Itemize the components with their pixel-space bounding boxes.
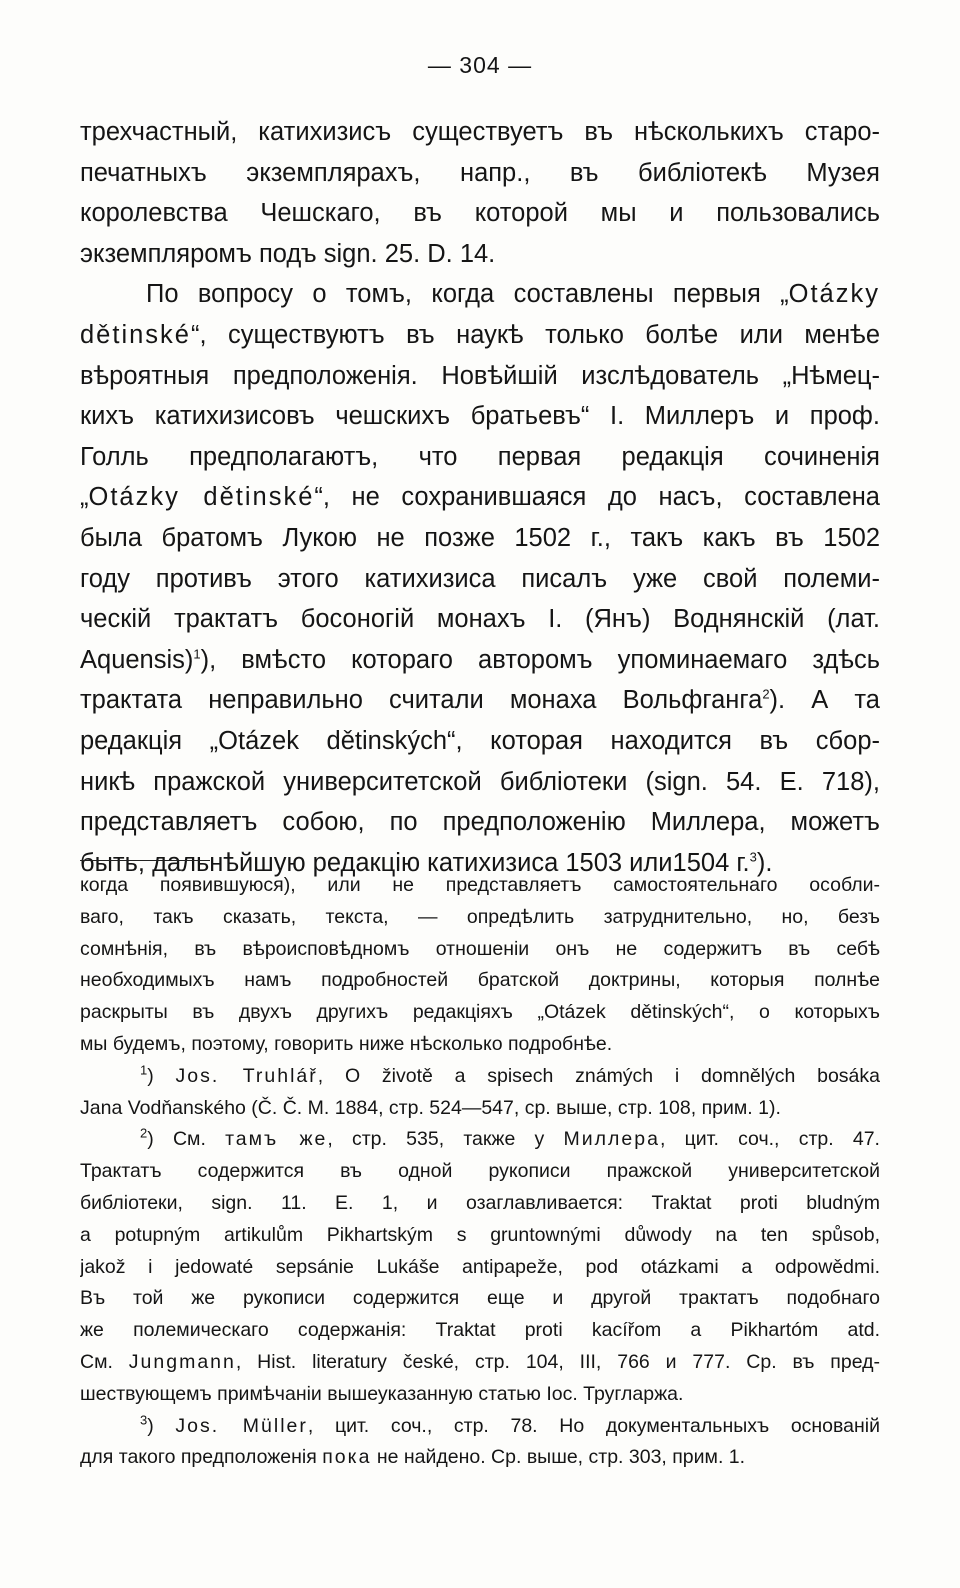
text-line: году противъ этого катихизиса писалъ уже свой полеми- <box>80 564 880 593</box>
footnote-line: необходимыхъ намъ подробностей братской доктрины, которыя полнѣе <box>80 969 880 992</box>
spaced-emphasis: Jos. Müller <box>175 1414 308 1437</box>
text-line: редакція „Otázek dětinských“, которая находится въ сбор- <box>80 726 880 755</box>
text-line: королевства Чешскаго, въ которой мы и пользовались <box>80 199 880 228</box>
footnote-line: jakož i jedowaté sepsánie Lukáše antipapeže, pod otázkami a odpowědmi. <box>80 1255 880 1278</box>
text-line: трехчастный, катихизисъ существуетъ въ нѣсколькихъ старо- <box>80 118 880 146</box>
text-line: вѣроятныя предположенія. Новѣйшій изслѣдователь „Нѣмец- <box>80 361 880 390</box>
footnote-line: библіотеки, sign. 11. E. 1, и озаглавливается: Traktat proti bludným <box>80 1191 880 1214</box>
spaced-emphasis: Otázky <box>788 280 880 309</box>
text-line: „Otázky dětinské“, не сохранившаяся до насъ, составлена <box>80 483 880 512</box>
spaced-emphasis: Jungmann <box>128 1350 236 1373</box>
footnote-3: $^3$) Jos. Müller, цит. соч., стр. 78. Но документальныхъ основаній <box>140 1412 880 1437</box>
spaced-emphasis: Jos. Truhlář <box>175 1064 318 1087</box>
page-number: — 304 — <box>427 52 533 78</box>
spaced-emphasis: Миллера <box>563 1128 660 1151</box>
footnote-line: мы будемъ, поэтому, говорить ниже нѣсколько подробнѣе. <box>80 1032 613 1055</box>
footnote-mark: 1 <box>140 1062 148 1078</box>
text-line: печатныхъ экземплярахъ, напр., въ библіотекѣ Музея <box>80 158 880 187</box>
footnote-line: Трактатъ содержится въ одной рукописи пражской университетской <box>80 1160 880 1183</box>
footnote-line: ваго, такъ сказать, текста, — опредѣлить затруднительно, но, безъ <box>80 905 880 928</box>
main-text <box>80 112 880 883</box>
text-line: трактата неправильно считали монаха Вольфганга$^2$). А та <box>80 686 880 715</box>
footnote-line: Въ той же рукописи содержится еще и другой трактатъ подобнаго <box>80 1287 880 1310</box>
spaced-emphasis: тамъ же <box>225 1128 328 1151</box>
text-line: ческій трактатъ босоногій монахъ I. (Янъ) Воднянскій (лат. <box>80 605 880 634</box>
footnote-line: же полемическаго содержанія: Traktat proti kacířom a Pikhartóm atd. <box>80 1319 880 1342</box>
footnote-line: Jana Vodňanského (Č. Č. M. 1884, стр. 524—547, ср. выше, стр. 108, прим. 1). <box>80 1096 781 1119</box>
text-line: По вопросу о томъ, когда составлены первыя „Otázky <box>146 280 880 309</box>
text-line: Aquensis)$^1$), вмѣсто котораго авторомъ упоминаемаго здѣсь <box>80 645 880 674</box>
footnote-ref: 2 <box>762 686 770 702</box>
footnote-line: сомнѣнія, въ вѣроисповѣдномъ отношеніи онъ не содержитъ въ себѣ <box>80 937 880 960</box>
footnote-line: когда появившуюся), или не представляетъ самостоятельнаго особли- <box>80 874 880 896</box>
footnote-mark: 2 <box>140 1125 148 1141</box>
footnote-separator <box>80 860 210 861</box>
text-line: кихъ катихизисовъ чешскихъ братьевъ“ I. Миллеръ и проф. <box>80 402 880 431</box>
text-line: Голль предполагаютъ, что первая редакція сочиненія <box>80 442 880 471</box>
footnote-line: шествующемъ примѣчаніи вышеуказанную статью Іос. Тругларжа. <box>80 1382 684 1405</box>
footnote-mark: 3 <box>140 1412 148 1428</box>
text-line: была братомъ Лукою не позже 1502 г., такъ какъ въ 1502 <box>80 523 880 552</box>
footnote-line: раскрыты въ двухъ другихъ редакціяхъ „Otázek dětinských“, о которыхъ <box>80 1001 880 1024</box>
footnote-line: для такого предположенія пока не найдено. Ср. выше, стр. 303, прим. 1. <box>80 1446 746 1469</box>
footnote-ref: 1 <box>193 646 201 662</box>
footnote-line: См. Jungmann, Hist. literatury české, стр. 104, III, 766 и 777. Ср. въ пред- <box>80 1350 880 1373</box>
text-line: представляетъ собою, по предположенію Миллера, можетъ <box>80 808 880 837</box>
spaced-emphasis: dětinské <box>80 320 191 349</box>
footnote-ref: 3 <box>749 849 757 865</box>
footnotes <box>80 870 880 1474</box>
footnote-2: $^2$) См. тамъ же, стр. 535, также у Миллера, цит. соч., стр. 47. <box>140 1125 880 1151</box>
text-line: dětinské“, существуютъ въ наукѣ только болѣе или менѣе <box>80 320 880 349</box>
spaced-emphasis: пока <box>322 1446 372 1469</box>
footnote-1: $^1$) Jos. Truhlář, O životě a spisech známých i domnělých bosáka <box>140 1062 880 1087</box>
text-line: никѣ пражской университетской библіотеки (sign. 54. E. 718), <box>80 767 880 796</box>
text-line: быть, дальнѣйшую редакцію катихизиса 1503 или1504 г.$^3$). <box>80 848 773 877</box>
footnote-line: a potupným artikulům Pikhartským s gruntownými důwody na ten spůsob, <box>80 1223 880 1246</box>
spaced-emphasis: Otázky dětinské <box>88 483 315 512</box>
text-line: экземпляромъ подъ sign. 25. D. 14. <box>80 239 496 268</box>
